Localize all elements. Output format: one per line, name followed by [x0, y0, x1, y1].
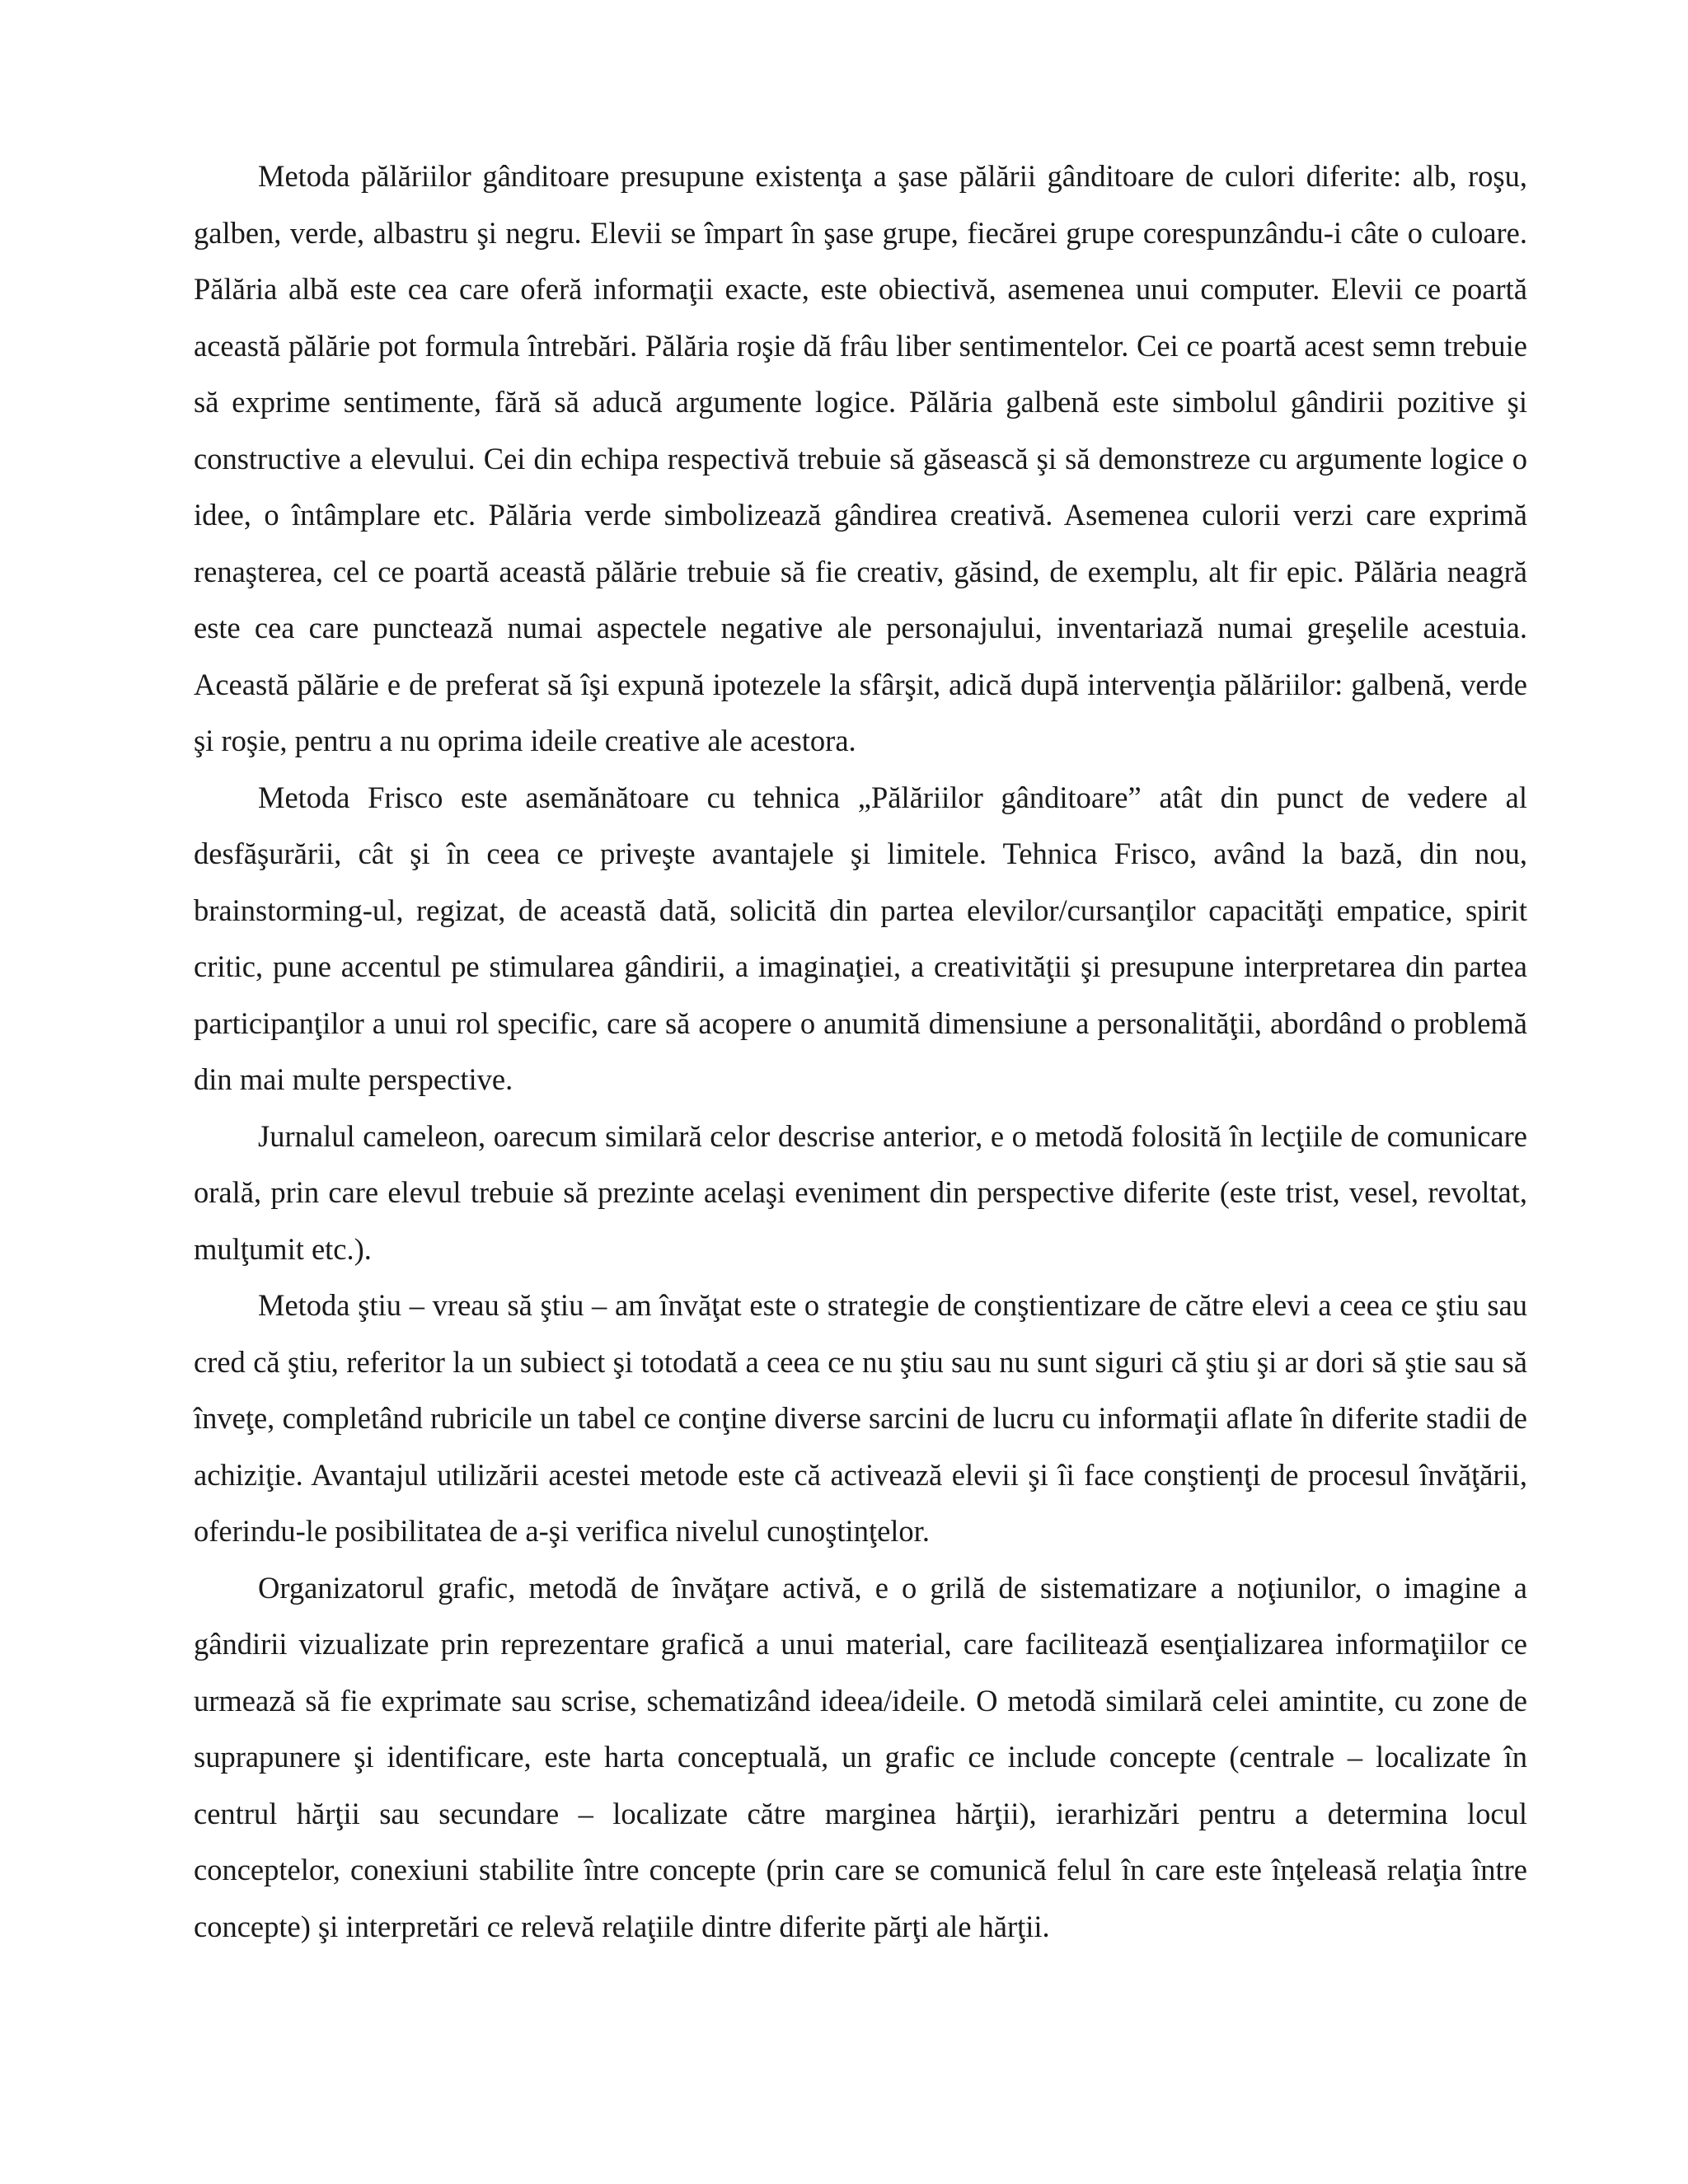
paragraph-chameleon-journal: Jurnalul cameleon, oarecum similară celor descrise anterior, e o metodă folosită în lecţiile de comunicare orală, prin care elevul trebuie să prezinte acelaşi eveniment din perspective diferite (este trist, vesel, revoltat, mulţumit etc.). [194, 1118, 1527, 1266]
paragraph-know-want-learned: Metoda ştiu – vreau să ştiu – am învăţat este o strategie de conştientizare de către elevi a ceea ce ştiu sau cred că ştiu, referitor la un subiect şi totodată a ceea ce nu ştiu sau nu sunt siguri că ştiu şi ar dori să ştie sau să înveţe, completând rubricile un tabel ce conţine diverse sarcini de lucru cu informaţii aflate în diferite stadii de achiziţie. Avantajul utilizării acestei metode este că activează elevii şi îi face conştienţi de procesul învăţării, oferindu-le posibilitatea de a-şi verifica nivelul cunoştinţelor. [194, 1288, 1527, 1548]
document-body [194, 148, 1527, 1955]
paragraph-frisco-method: Metoda Frisco este asemănătoare cu tehnica „Pălăriilor gânditoare” atât din punct de vedere al desfăşurării, cât şi în ceea ce priveşte avantajele şi limitele. Tehnica Frisco, având la bază, din nou, brainstorming-ul, regizat, de această dată, solicită din partea elevilor/cursanţilor capacităţi empatice, spirit critic, pune accentul pe stimularea gândirii, a imaginaţiei, a creativităţii şi presupune interpretarea din partea participanţilor a unui rol specific, care să acopere o anumită dimensiune a personalităţii, abordând o problemă din mai multe perspective. [194, 780, 1527, 1096]
paragraph-six-thinking-hats: Metoda pălăriilor gânditoare presupune existenţa a şase pălării gânditoare de culori diferite: alb, roşu, galben, verde, albastru şi negru. Elevii se împart în şase grupe, fiecărei grupe corespunzându-i câte o culoare. Pălăria albă este cea care oferă informaţii exacte, este obiectivă, asemenea unui computer. Elevii ce poartă această pălărie pot formula întrebări. Pălăria roşie dă frâu liber sentimentelor. Cei ce poartă acest semn trebuie să exprime sentimente, fără să aducă argumente logice. Pălăria galbenă este simbolul gândirii pozitive şi constructive a elevului. Cei din echipa respectivă trebuie să găsească şi să demonstreze cu argumente logice o idee, o întâmplare etc. Pălăria verde simbolizează gândirea creativă. Asemenea culorii verzi care exprimă renaşterea, cel ce poartă această pălărie trebuie să fie creativ, găsind, de exemplu, alt fir epic. Pălăria neagră este cea care punctează numai aspectele negative ale personajului, inventariază numai greşelile acestuia. Această pălărie e de preferat să îşi expună ipotezele la sfârşit, adică după intervenţia pălăriilor: galbenă, verde şi roşie, pentru a nu oprima ideile creative ale acestora. [194, 159, 1527, 757]
paragraph-graphic-organizer: Organizatorul grafic, metodă de învăţare activă, e o grilă de sistematizare a noţiunilor, o imagine a gândirii vizualizate prin reprezentare grafică a unui material, care facilitează esenţializarea informaţiilor ce urmează să fie exprimate sau scrise, schematizând ideea/ideile. O metodă similară celei amintite, cu zone de suprapunere şi identificare, este harta conceptuală, un grafic ce include concepte (centrale – localizate în centrul hărţii sau secundare – localizate către marginea hărţii), ierarhizări pentru a determina locul conceptelor, conexiuni stabilite între concepte (prin care se comunică felul în care este înţeleasă relaţia între concepte) şi interpretări ce relevă relaţiile dintre diferite părţi ale hărţii. [194, 1570, 1527, 1943]
